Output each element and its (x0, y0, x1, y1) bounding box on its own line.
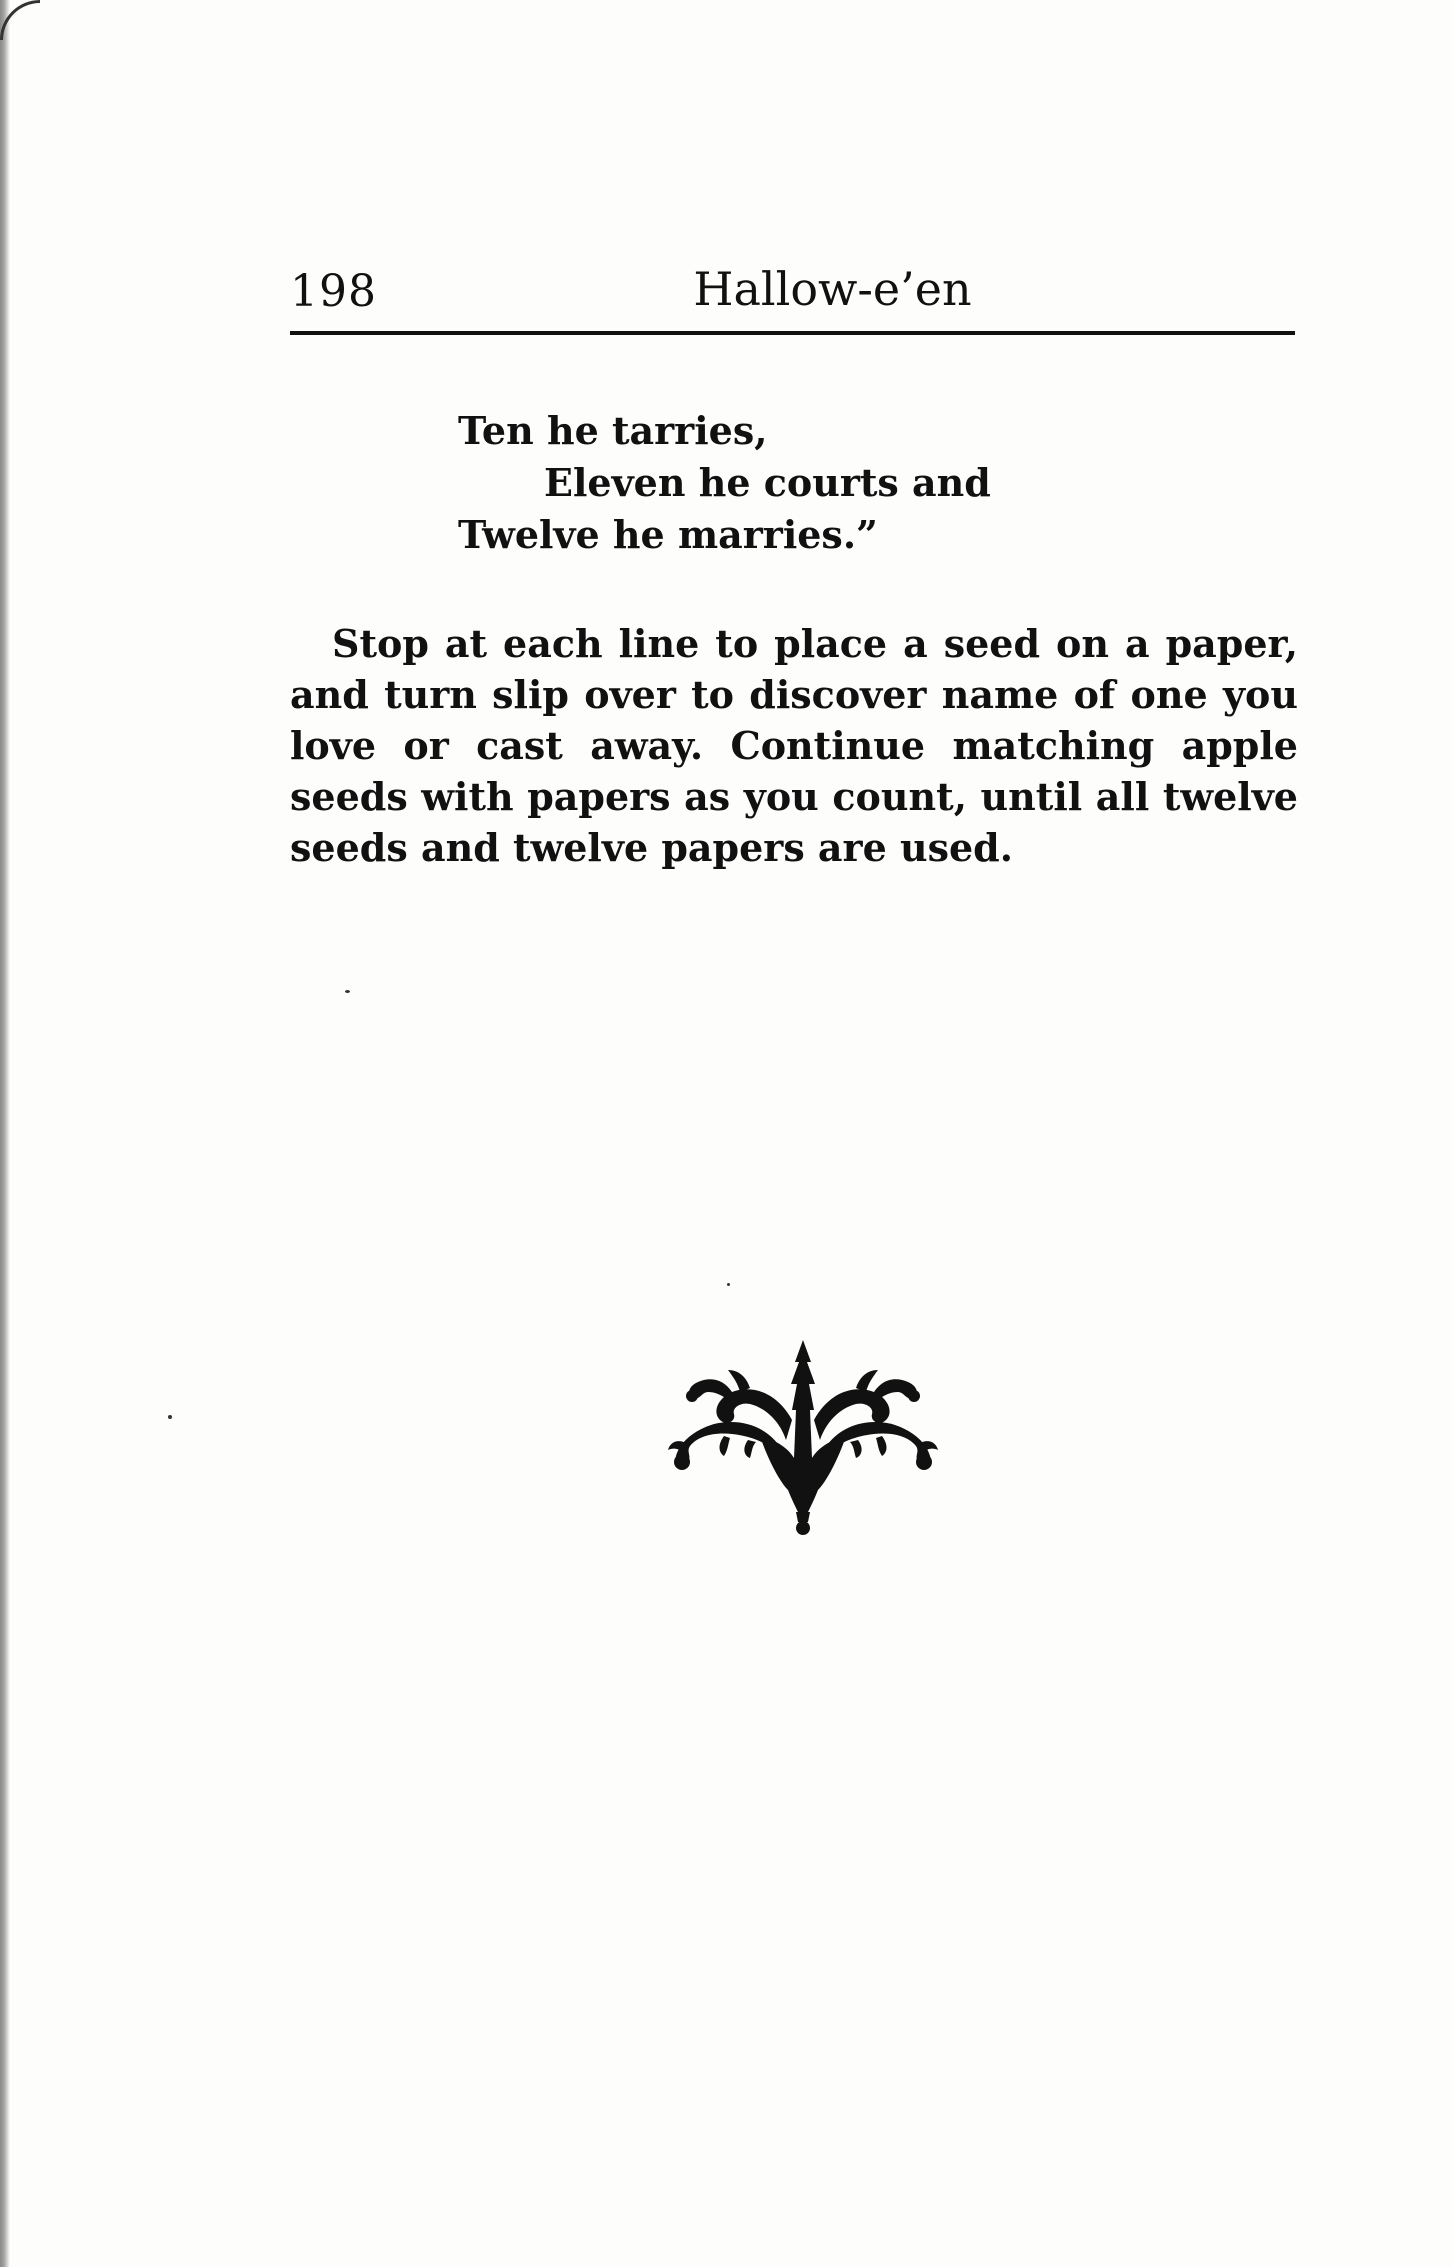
verse-block (458, 405, 991, 561)
paper-speck (345, 990, 350, 993)
page-number: 198 (290, 266, 377, 317)
paper-speck (727, 1283, 730, 1286)
verse-line: Ten he tarries, (458, 408, 768, 453)
verse-line: Twelve he marries.” (458, 512, 878, 557)
verse-line: Eleven he courts and (544, 460, 991, 505)
page-edge-shadow (0, 0, 10, 2267)
body-paragraph: Stop at each line to place a seed on a paper, and turn slip over to discover name of one you love or cast away. Continue matching apple seeds with papers as you count, until all twelve seeds and twelve papers are used. (290, 621, 1298, 870)
paper-speck (168, 1415, 172, 1419)
running-title: Hallow-e’en (693, 262, 972, 316)
page-header (290, 262, 1295, 322)
fleur-ornament-icon (668, 1340, 938, 1535)
header-rule (290, 331, 1295, 335)
